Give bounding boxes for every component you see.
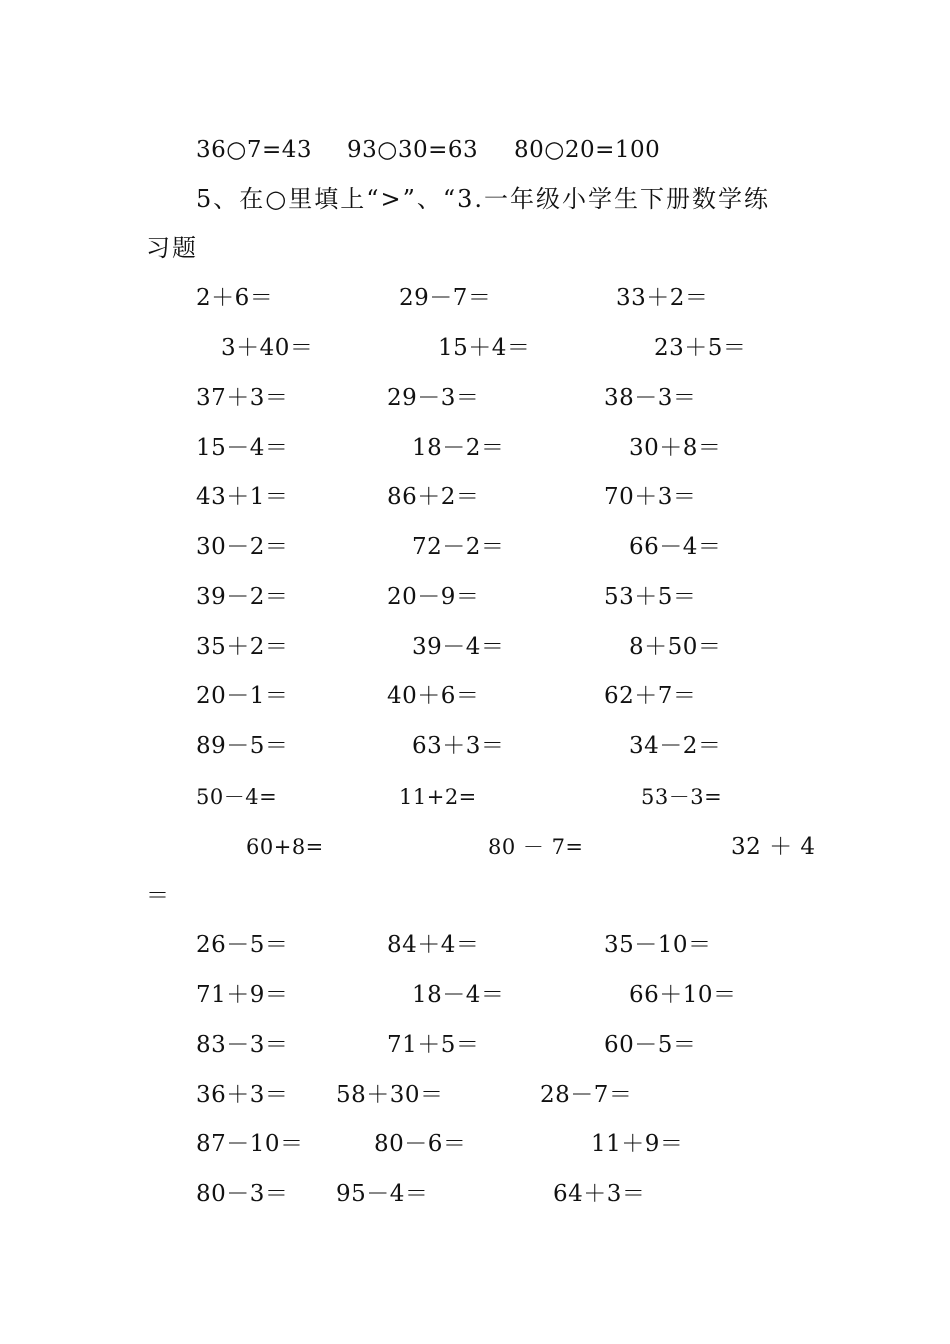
exercise-item: 11+2= <box>399 785 477 809</box>
exercise-item: 37＋3＝ <box>196 385 289 411</box>
exercise-item: 29－7＝ <box>399 285 492 311</box>
exercise-item: 23＋5＝ <box>654 335 747 361</box>
exercise-item: 30－2＝ <box>196 534 289 560</box>
exercise-item: 53＋5＝ <box>604 584 697 610</box>
exercise-item: 20－1＝ <box>196 683 289 709</box>
exercise-item: 58＋30＝ <box>336 1082 444 1108</box>
exercise-item: 62＋7＝ <box>604 683 697 709</box>
exercise-item: 11＋9＝ <box>591 1131 684 1157</box>
exercise-item: 86＋2＝ <box>387 484 480 510</box>
exercise-item: 30＋8＝ <box>629 435 722 461</box>
exercise-item: 80－3＝ <box>196 1181 289 1207</box>
exercise-item-continued: ＝ <box>146 883 170 909</box>
exercise-item: 36＋3＝ <box>196 1082 289 1108</box>
exercise-item: 80 － 7= <box>488 835 584 859</box>
exercise-item: 18－2＝ <box>412 435 505 461</box>
exercise-item: 70＋3＝ <box>604 484 697 510</box>
exercise-item: 72－2＝ <box>412 534 505 560</box>
exercise-item: 15＋4＝ <box>438 335 531 361</box>
exercise-item: 39－4＝ <box>412 634 505 660</box>
exercise-item: 95－4＝ <box>336 1181 429 1207</box>
exercise-item: 60+8= <box>246 835 324 859</box>
exercise-item: 29－3＝ <box>387 385 480 411</box>
exercise-item: 3＋40＝ <box>221 335 314 361</box>
exercise-item: 32 ＋ 4 <box>731 834 816 860</box>
exercise-item: 83－3＝ <box>196 1032 289 1058</box>
section-heading-continued: 习题 <box>146 234 198 262</box>
exercise-item: 33＋2＝ <box>616 285 709 311</box>
exercise-item: 35＋2＝ <box>196 634 289 660</box>
exercise-item: 53－3= <box>641 785 723 809</box>
exercise-item: 26－5＝ <box>196 932 289 958</box>
exercise-item: 66－4＝ <box>629 534 722 560</box>
exercise-item: 71＋5＝ <box>387 1032 480 1058</box>
exercise-item: 84＋4＝ <box>387 932 480 958</box>
exercise-item: 15－4＝ <box>196 435 289 461</box>
exercise-item: 63＋3＝ <box>412 733 505 759</box>
exercise-item: 71＋9＝ <box>196 982 289 1008</box>
exercise-item: 87－10＝ <box>196 1131 304 1157</box>
exercise-item: 8＋50＝ <box>629 634 722 660</box>
exercise-item: 40＋6＝ <box>387 683 480 709</box>
exercise-item: 38－3＝ <box>604 385 697 411</box>
exercise-item: 43＋1＝ <box>196 484 289 510</box>
exercise-item: 2＋6＝ <box>196 285 274 311</box>
exercise-item: 28－7＝ <box>540 1082 633 1108</box>
exercise-item: 34－2＝ <box>629 733 722 759</box>
compare-item: 36○7=43 <box>196 137 313 163</box>
exercise-item: 60－5＝ <box>604 1032 697 1058</box>
exercise-item: 20－9＝ <box>387 584 480 610</box>
compare-item: 80○20=100 <box>514 137 661 163</box>
exercise-item: 35－10＝ <box>604 932 712 958</box>
exercise-item: 18－4＝ <box>412 982 505 1008</box>
exercise-item: 89－5＝ <box>196 733 289 759</box>
compare-item: 93○30=63 <box>347 137 479 163</box>
exercise-item: 39－2＝ <box>196 584 289 610</box>
exercise-item: 50－4= <box>196 785 278 809</box>
exercise-item: 66＋10＝ <box>629 982 737 1008</box>
exercise-item: 64＋3＝ <box>553 1181 646 1207</box>
section-heading: 5、在○里填上“>”、“3.一年级小学生下册数学练 <box>196 185 771 213</box>
exercise-item: 80－6＝ <box>374 1131 467 1157</box>
